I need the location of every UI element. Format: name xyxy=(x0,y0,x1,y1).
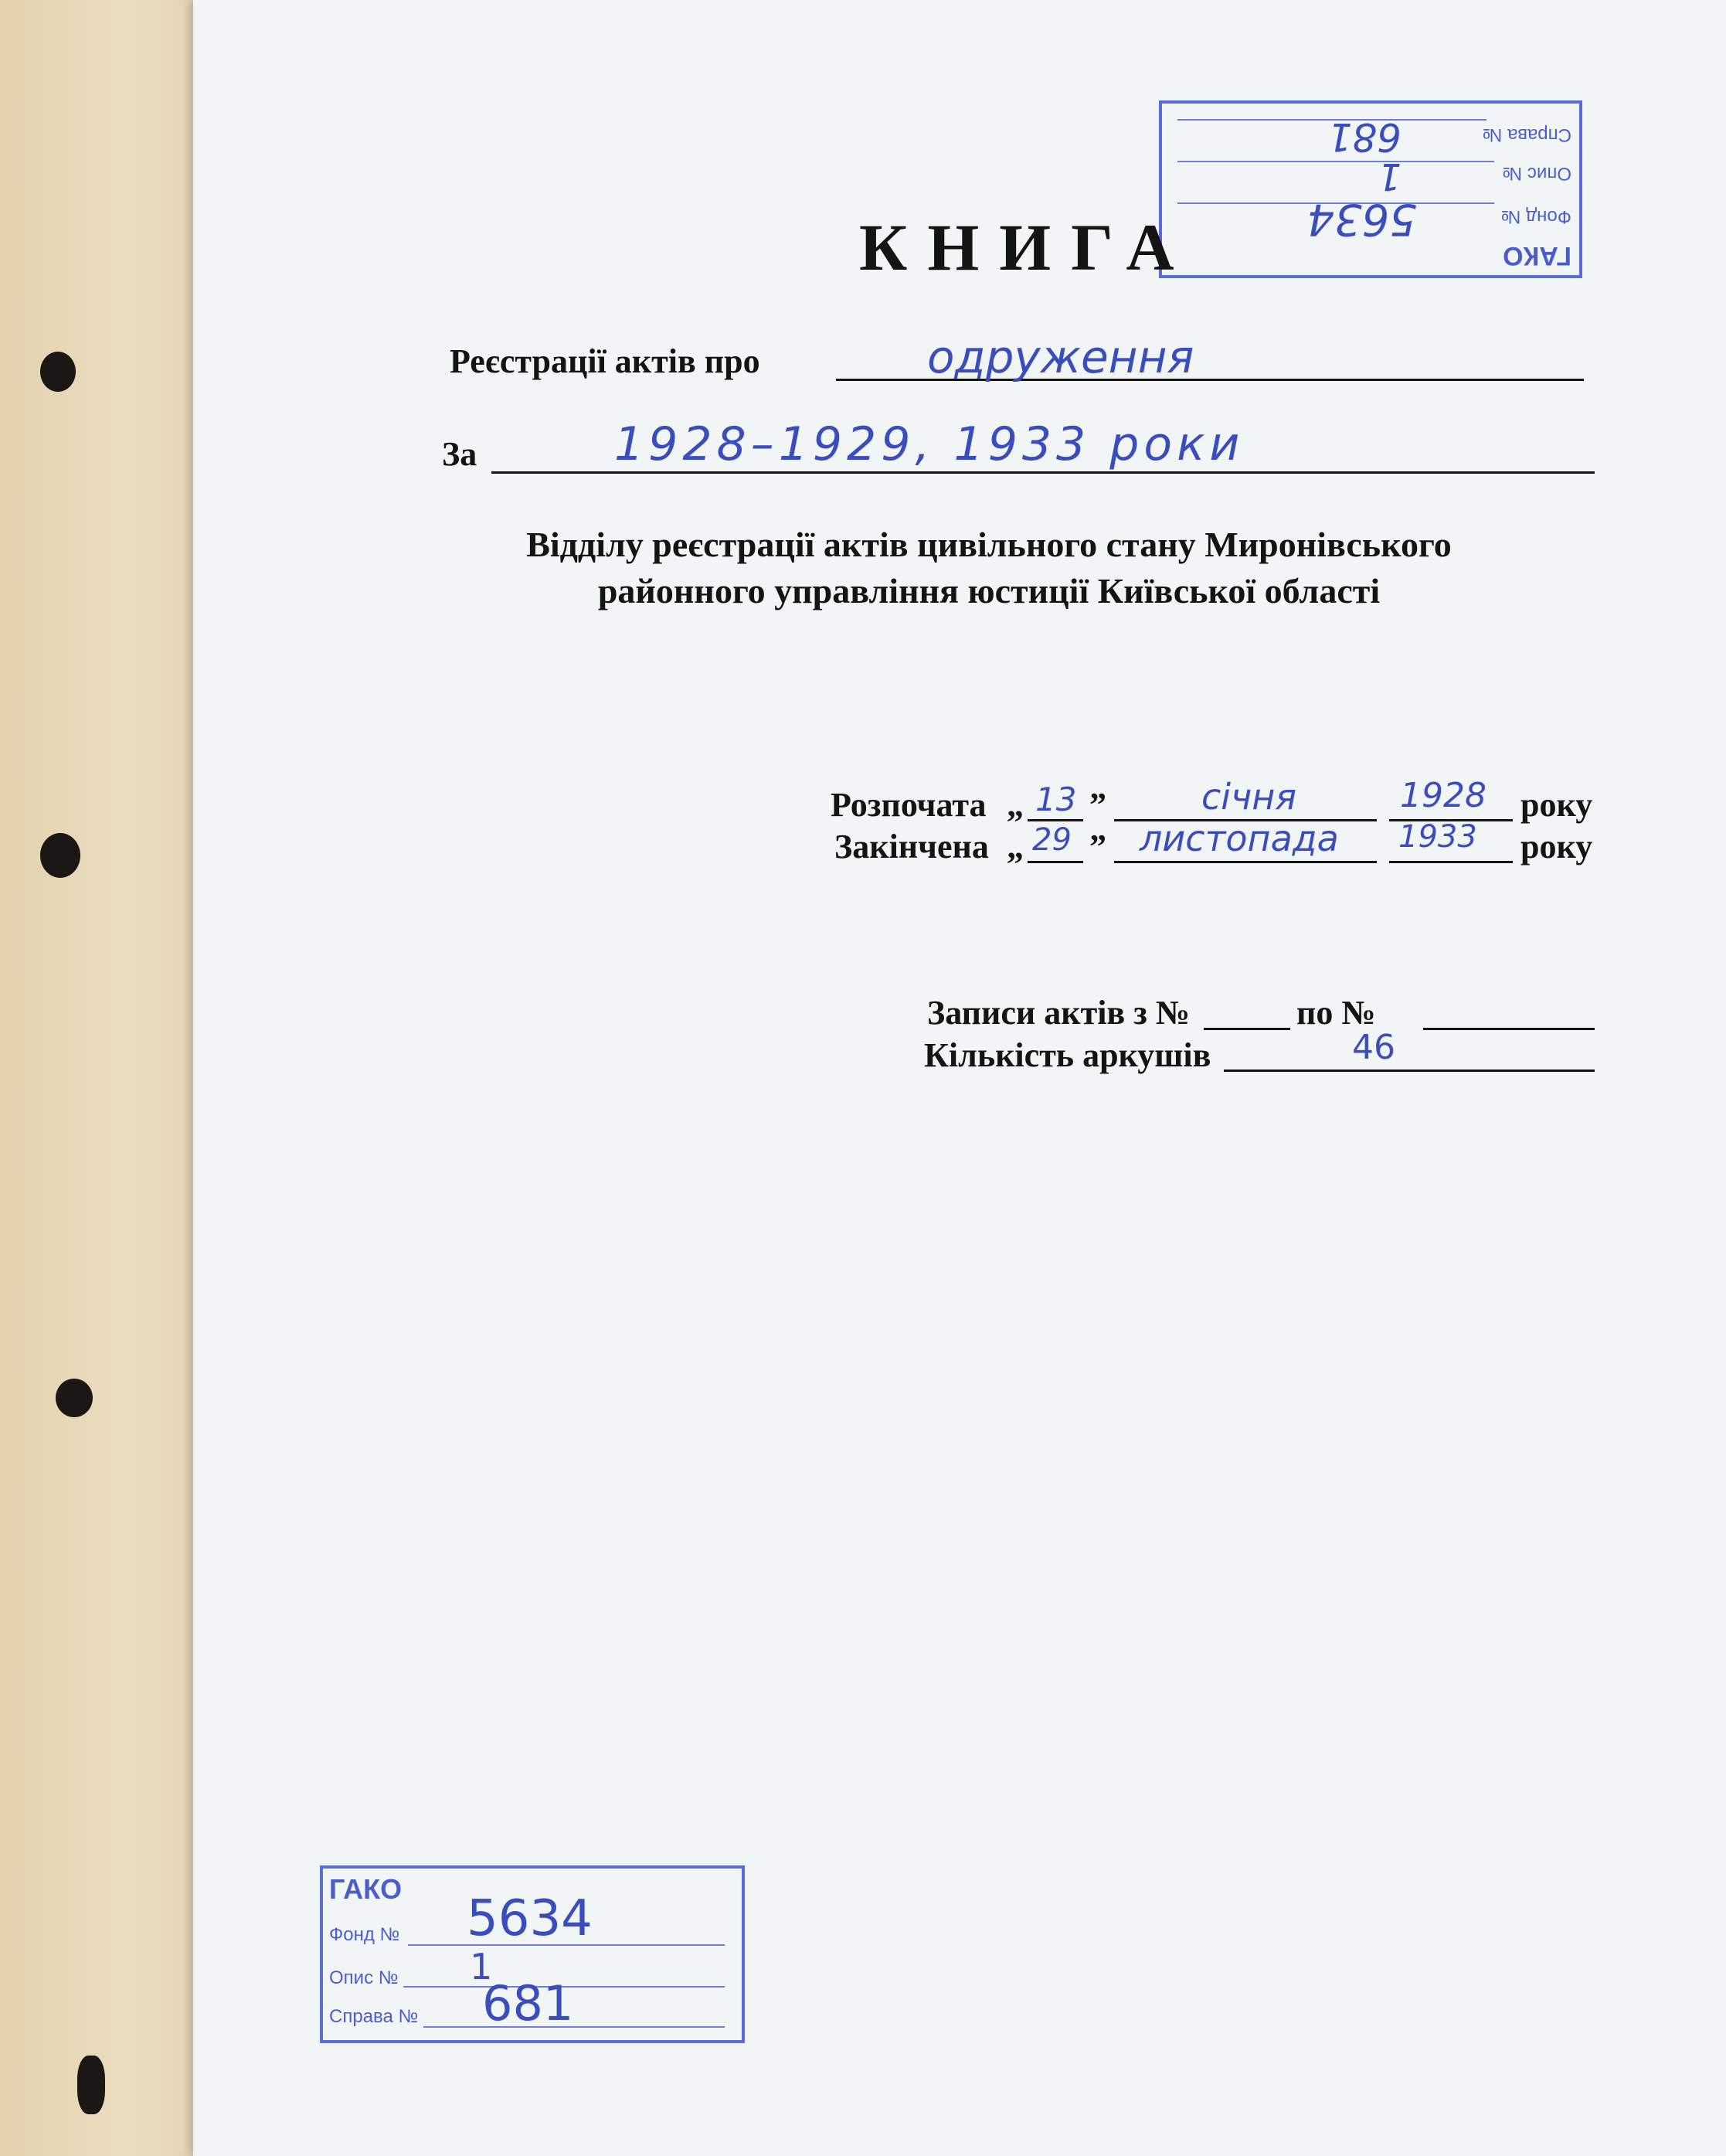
stamp-opys-value: 1 xyxy=(470,1946,493,1988)
archive-stamp-top xyxy=(1159,100,1582,278)
finished-day: 29 xyxy=(1032,822,1072,858)
binding-hole xyxy=(40,833,80,878)
archive-stamp-bottom xyxy=(320,1865,745,2043)
stamp-sprava-label: Справа № xyxy=(329,2006,419,2027)
started-day: 13 xyxy=(1035,780,1077,818)
stamp-fond-label: Фонд № xyxy=(1500,206,1571,227)
finished-year: 1933 xyxy=(1398,819,1477,855)
sheets-label: Кількість аркушів xyxy=(924,1036,1211,1074)
stamp-opys-value: 1 xyxy=(1378,155,1402,198)
stamp-fond-label: Фонд № xyxy=(329,1924,400,1945)
finished-month: листопада xyxy=(1140,818,1339,859)
finished-label: Закінчена xyxy=(834,828,989,865)
binding-hole xyxy=(40,352,76,392)
started-month: січня xyxy=(1201,776,1296,818)
period-value: 1928–1929, 1933 роки xyxy=(614,417,1245,471)
started-year: 1928 xyxy=(1400,776,1486,815)
binding-hole xyxy=(77,2056,105,2114)
period-label: За xyxy=(442,435,477,473)
stamp-opys-label: Опис № xyxy=(329,1967,399,1988)
started-suffix: року xyxy=(1520,786,1593,824)
registration-value: одруження xyxy=(927,331,1194,383)
stamp-fond-value: 5634 xyxy=(467,1890,593,1947)
registration-label: Реєстрації актів про xyxy=(450,342,760,380)
folder-edge xyxy=(0,0,209,2156)
stamp-sprava-label: Справа № xyxy=(1482,124,1571,145)
department-line-2: районного управління юстиції Київської області xyxy=(597,571,1381,610)
stamp-sprava-value: 681 xyxy=(1327,114,1402,159)
records-to-label: по № xyxy=(1296,994,1376,1032)
stamp-opys-label: Опис № xyxy=(1502,163,1571,184)
binding-hole xyxy=(56,1379,93,1417)
records-from-label: Записи актів з № xyxy=(927,994,1191,1032)
document-title: КНИГА xyxy=(859,210,1194,284)
finished-suffix: року xyxy=(1520,828,1593,865)
stamp-org: ГАКО xyxy=(1503,241,1571,270)
stamp-fond-value: 5634 xyxy=(1306,194,1417,244)
cover-sheet: ГАКО Фонд № 5634 Опис № 1 Справа № 681 КНИГА Реєстрації актів про одруження За 1928–1929, 1933 роки Відділу реєстрації актів цивільного стану Миронівського районного управління юстиції Київської області Розпочата „ 13 ” січня 1928 року Закінчена „ 29 ” листопада 1933 року Записи актів з № по № Кількість аркушів 46 ГАКО Фонд № 5634 Опис № 1 Справа № 681 xyxy=(193,0,1726,2156)
started-label: Розпочата xyxy=(831,786,987,824)
stamp-org: ГАКО xyxy=(329,1873,403,1905)
department-line-1: Відділу реєстрації актів цивільного стану Миронівського xyxy=(526,525,1452,564)
stamp-sprava-value: 681 xyxy=(482,1975,574,2032)
sheets-value: 46 xyxy=(1352,1028,1395,1067)
